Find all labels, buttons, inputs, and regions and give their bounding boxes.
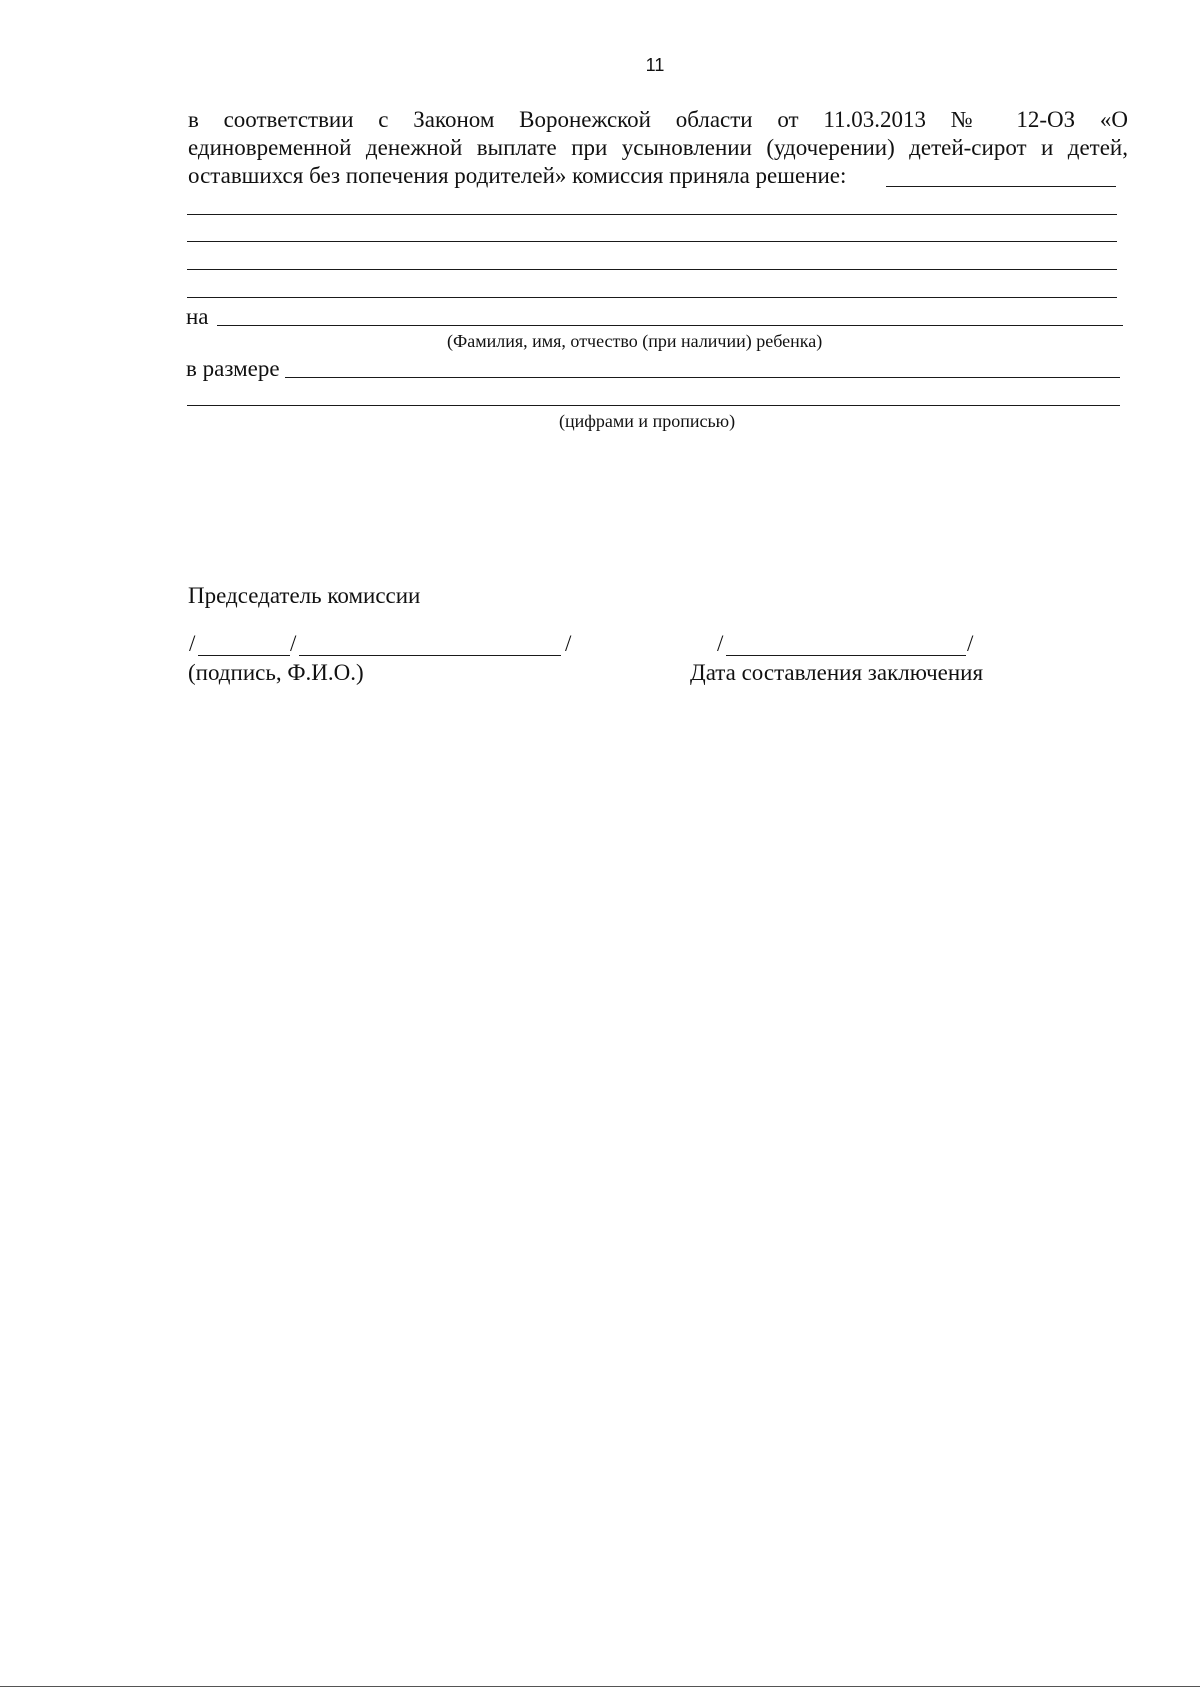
chairman-title: Председатель комиссии [188, 583, 421, 608]
date-slash-1: / [717, 631, 724, 656]
page-number: 11 [645, 55, 665, 75]
decision-field-line-3[interactable] [187, 241, 1117, 242]
signature-field[interactable] [198, 655, 290, 656]
paragraph-line-3: оставшихся без попечения родителей» комиссия приняла решение: [188, 163, 847, 188]
decision-field-first-line[interactable] [886, 186, 1116, 187]
amount-label: в размере [186, 356, 280, 381]
signature-slash-2: / [290, 631, 297, 656]
page-bottom-edge [0, 1686, 1200, 1687]
full-name-field[interactable] [299, 655, 561, 656]
paragraph-line-1: в соответствии с Законом Воронежской области от 11.03.2013 № 12-ОЗ «О [188, 107, 1128, 132]
amount-field-line-1[interactable] [285, 377, 1120, 378]
decision-field-line-5[interactable] [187, 297, 1117, 298]
child-name-field[interactable] [217, 325, 1123, 326]
amount-field-line-2[interactable] [187, 405, 1120, 406]
decision-field-line-4[interactable] [187, 269, 1117, 270]
paragraph-line-2: единовременной денежной выплате при усыновлении (удочерении) детей-сирот и детей, [188, 135, 1128, 160]
signature-slash-3: / [565, 631, 572, 656]
signature-caption: (подпись, Ф.И.О.) [188, 660, 364, 685]
date-slash-2: / [967, 631, 974, 656]
decision-field-line-2[interactable] [187, 214, 1117, 215]
child-name-caption: (Фамилия, имя, отчество (при наличии) ребенка) [447, 331, 823, 351]
signature-slash-1: / [189, 631, 196, 656]
date-field[interactable] [726, 655, 966, 656]
date-caption: Дата составления заключения [690, 660, 984, 685]
na-label: на [186, 304, 209, 329]
amount-caption: (цифрами и прописью) [559, 411, 736, 431]
